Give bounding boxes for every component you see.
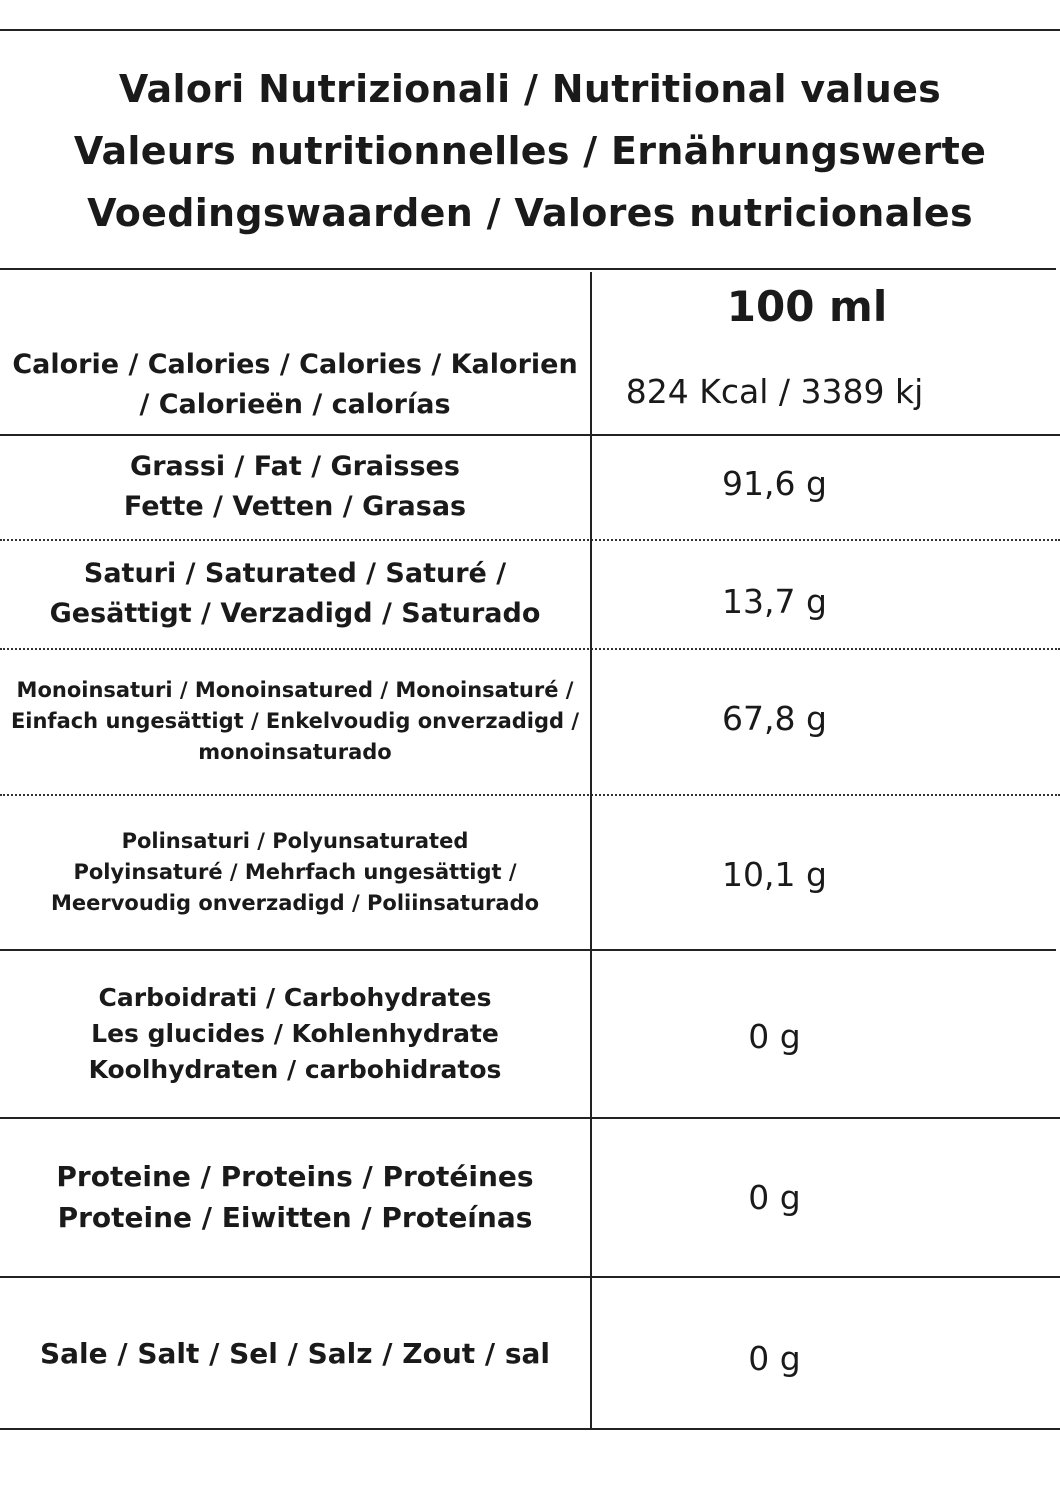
label-monounsaturated: [0, 650, 590, 793]
column-header-100ml: 100 ml: [726, 282, 888, 331]
label-line: Proteine / Proteins / Protéines: [56, 1160, 534, 1193]
table-title: [0, 58, 1060, 244]
header-rule: [0, 268, 1056, 270]
label-calories: [0, 340, 590, 430]
label-saturated: [0, 541, 590, 647]
label-line: Proteine / Eiwitten / Proteínas: [57, 1201, 533, 1234]
value-polyunsaturated: 10,1 g: [722, 854, 827, 894]
label-line: monoinsaturado: [198, 740, 392, 764]
value-carbohydrates: 0 g: [748, 1016, 801, 1056]
label-line: Calorie / Calories / Calories / Kalorien: [12, 349, 578, 380]
title-line-3: Voedingswaarden / Valores nutricionales: [87, 191, 973, 235]
top-rule: [0, 29, 1060, 31]
label-carbohydrates: [0, 951, 590, 1116]
label-polyunsaturated: [0, 796, 590, 948]
value-salt: 0 g: [748, 1338, 801, 1378]
label-fat: [0, 436, 590, 538]
label-line: Carboidrati / Carbohydrates: [98, 982, 492, 1012]
label-line: Monoinsaturi / Monoinsatured / Monoinsaturé /: [16, 678, 574, 702]
value-fat: 91,6 g: [722, 463, 827, 503]
label-line: / Calorieën / calorías: [139, 389, 451, 420]
label-line: Polinsaturi / Polyunsaturated: [121, 828, 469, 853]
value-saturated: 13,7 g: [722, 581, 827, 621]
title-line-2: Valeurs nutritionnelles / Ernährungswerte: [73, 129, 987, 173]
label-line: Fette / Vetten / Grasas: [123, 491, 467, 522]
label-line: Koolhydraten / carbohidratos: [88, 1054, 502, 1084]
value-calories: 824 Kcal / 3389 kj: [625, 371, 924, 411]
label-salt: [0, 1278, 590, 1428]
value-monounsaturated: 67,8 g: [722, 698, 827, 738]
value-proteins: 0 g: [748, 1177, 801, 1217]
label-line: Les glucides / Kohlenhydrate: [91, 1018, 499, 1048]
label-line: Saturi / Saturated / Saturé /: [83, 558, 507, 589]
label-line: Gesättigt / Verzadigd / Saturado: [49, 598, 541, 629]
label-line: Grassi / Fat / Graisses: [130, 451, 460, 482]
label-proteins: [0, 1119, 590, 1275]
label-line: Polyinsaturé / Mehrfach ungesättigt /: [73, 859, 517, 884]
label-line: Einfach ungesättigt / Enkelvoudig onverzadigd /: [10, 709, 580, 733]
title-line-1: Valori Nutrizionali / Nutritional values: [118, 67, 942, 111]
label-line: Meervoudig onverzadigd / Poliinsaturado: [50, 890, 540, 915]
label-line: Sale / Salt / Sel / Salz / Zout / sal: [39, 1336, 551, 1370]
